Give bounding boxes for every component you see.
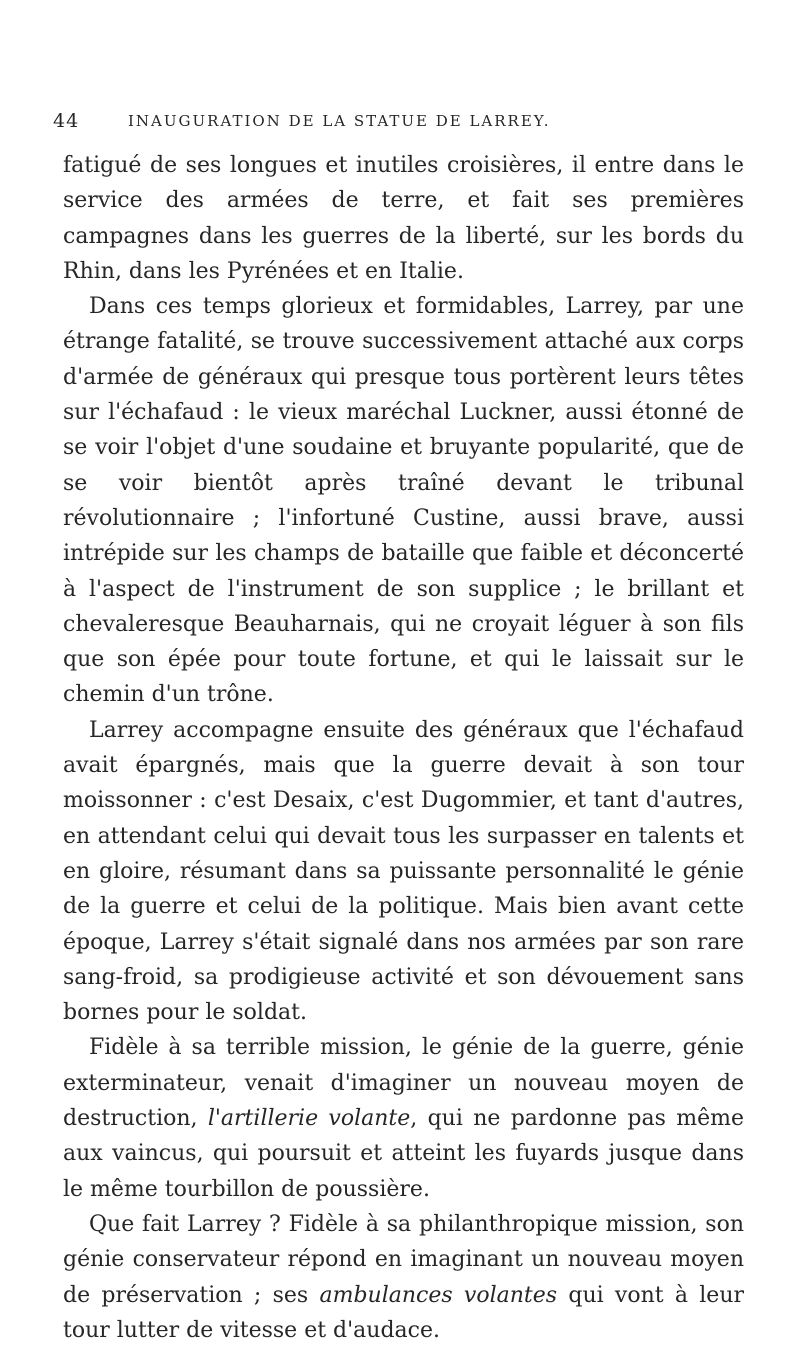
page-number: 44 — [53, 110, 80, 132]
italic-term-ambulances-volantes: ambulances volantes — [319, 1282, 558, 1308]
paragraph-text: Dans ces temps glorieux et formidables, Larrey, par une étrange fatalité, se trouve successivement attaché aux corps d'armée de généraux qui presque tous portèrent leurs têtes sur l'échafaud : le vieux maréchal Luckner, aussi étonné de se voir l'objet d'une soudaine et bruyante popularité, que de se voir bientôt après traîné devant le tribunal révolutionnaire ; l'infortuné Custine, aussi brave, aussi intrépide sur les champs de bataille que faible et déconcerté à l'aspect de l'instrument de son supplice ; le brillant et chevaleresque Beauharnais, qui ne croyait léguer à son fils que son épée pour toute fortune, et qui le laissait sur le chemin d'un trône. — [63, 294, 744, 708]
paragraph-text: Fidèle à sa terrible mission, le génie de la guerre, génie exterminateur, venait d'imaginer un nouveau moyen de destruction, — [63, 1035, 744, 1132]
paragraph-text: , qui ne pardonne pas même aux vaincus, qui poursuit et atteint les fuyards jusque dans le même tourbillon de poussière. — [63, 1106, 744, 1202]
paragraph — [63, 1030, 744, 1206]
paragraph-text: Que fait Larrey ? Fidèle à sa philanthropique mission, son génie conservateur répond en imaginant un nouveau moyen de préservation ; ses — [63, 1211, 744, 1308]
running-title: INAUGURATION DE LA STATUE DE LARREY. — [128, 112, 551, 130]
body-text — [63, 148, 744, 1348]
paragraph-text: qui vont à leur tour lutter de vitesse et d'audace. — [63, 1282, 744, 1343]
paragraph — [63, 289, 744, 713]
paragraph-text: Larrey accompagne ensuite des généraux que l'échafaud avait épargnés, mais que la guerre devait à son tour moissonner : c'est Desaix, c'est Dugommier, et tant d'autres, en attendant celui qui devait tous les surpasser en talents et en gloire, résumant dans sa puissante personnalité le génie de la guerre et celui de la politique. Mais bien avant cette époque, Larrey s'était signalé dans nos armées par son rare sang-froid, sa prodigieuse activité et son dévouement sans bornes pour le soldat. — [63, 717, 744, 1026]
paragraph — [63, 713, 744, 1031]
paragraph-text: fatigué de ses longues et inutiles croisières, il entre dans le service des armées de terre, et fait ses premières campagnes dans les guerres de la liberté, sur les bords du Rhin, dans les Pyrénées et en Italie. — [63, 153, 744, 284]
running-head — [53, 108, 753, 134]
paragraph-continued — [63, 148, 744, 289]
paragraph — [63, 1207, 744, 1348]
italic-term-artillerie-volante: l'artillerie volante — [207, 1106, 411, 1132]
